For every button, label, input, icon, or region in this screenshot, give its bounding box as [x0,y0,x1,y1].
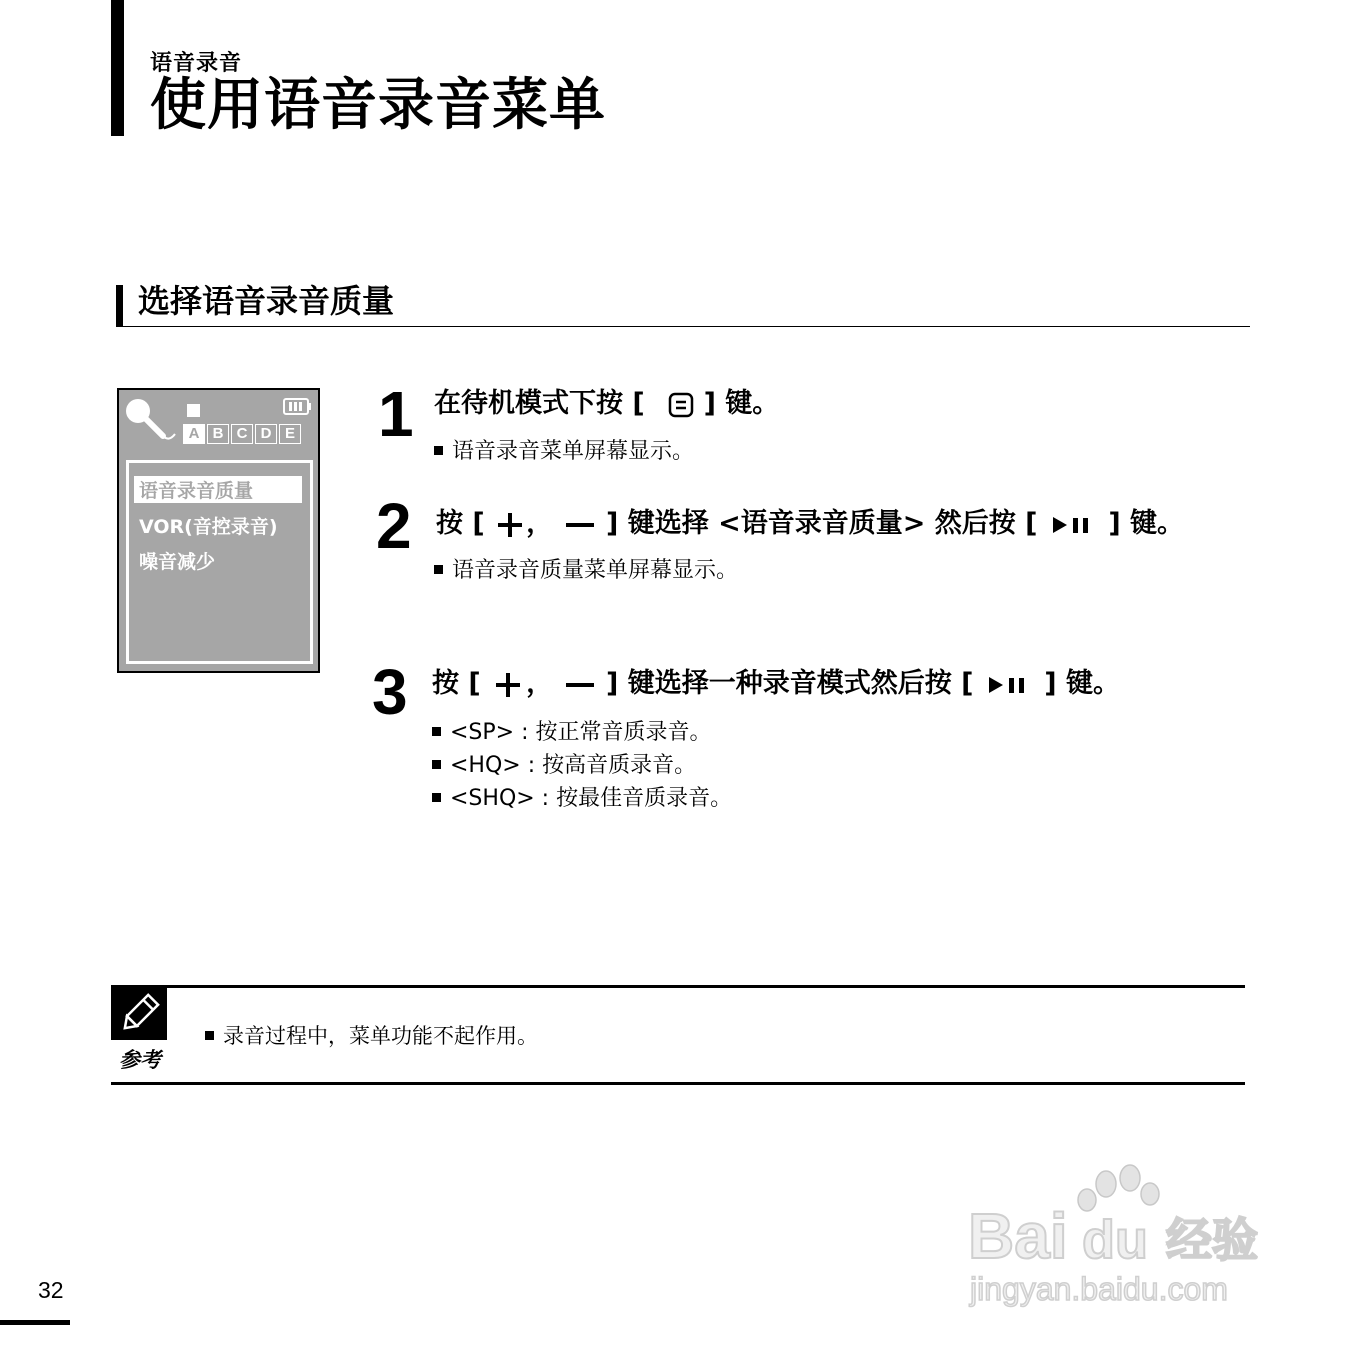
menu-item-recording-quality: 语音录音质量 [134,476,302,503]
bullet-text: <HQ> : 按高音质录音。 [450,753,697,778]
step-3-title-mid: ] 键选择一种录音模式然后按 [ [605,668,974,699]
subsection-title: 选择语音录音质量 [138,282,395,320]
play-pause-icon [983,670,1035,700]
step-3-title-end: ] 键。 [1044,668,1121,699]
note-label: 参考 [119,1048,161,1072]
svg-text:jingyan.baidu.com: jingyan.baidu.com [970,1271,1228,1307]
stop-icon [187,404,200,417]
bullet-text: 语音录音菜单屏幕显示。 [452,439,695,464]
step-2-title [436,506,1184,542]
svg-text:经验: 经验 [1166,1213,1258,1267]
note-text [205,1020,538,1050]
battery-icon [283,398,313,416]
step-2-title-mid: ] 键选择 <语音录音质量> 然后按 [ [605,508,1038,539]
step-3-number: 3 [372,656,408,728]
step-3-bullet-sp [432,716,712,749]
bullet-text: 语音录音质量菜单屏幕显示。 [452,558,739,583]
minus-icon [563,670,597,700]
note-top-rule [111,985,1245,988]
bullet-square-icon [432,727,441,736]
step-1-title-text: 在待机模式下按 [ [434,388,645,419]
step-3-title [432,666,1120,702]
bullet-square-icon [434,446,443,455]
separator: ， [526,668,554,699]
bank-selector [183,424,301,444]
bullet-text: <SHQ> : 按最佳音质录音。 [450,786,733,811]
bank-b: B [207,424,229,444]
menu-item-noise-reduction: 噪音减少 [139,551,216,573]
page-number: 32 [38,1277,64,1303]
device-screen [117,388,320,673]
step-3-bullet-shq [432,782,732,815]
section-label: 语音录音 [150,51,243,76]
separator: ， [526,508,554,539]
step-2-title-end: ] 键。 [1108,508,1185,539]
bullet-square-icon [432,793,441,802]
bullet-square-icon [205,1031,214,1040]
page-title: 使用语音录音菜单 [150,73,606,138]
step-1-bullet [434,435,694,468]
minus-icon [563,510,597,540]
play-pause-icon [1047,510,1099,540]
device-menu [126,460,313,664]
step-2-number: 2 [376,490,412,562]
bank-e: E [279,424,301,444]
menu-button-icon [654,390,694,420]
bank-a: A [183,424,205,444]
note-bottom-rule [111,1082,1245,1085]
plus-icon [494,510,526,540]
subsection-rule [116,326,1250,327]
step-3-bullet-hq [432,749,696,782]
microphone-icon [125,398,177,444]
plus-icon [490,670,526,700]
step-1-title [434,386,779,422]
svg-text:du: du [1082,1210,1148,1270]
subheading-accent-bar [116,285,123,327]
footer-rule [0,1320,70,1325]
bank-d: D [255,424,277,444]
step-2-title-text: 按 [ [436,508,485,539]
note-text-content: 录音过程中，菜单功能不起作用。 [223,1024,538,1048]
bullet-square-icon [434,565,443,574]
header-accent-bar [111,0,124,136]
menu-item-vor: VOR(音控录音) [139,516,278,538]
baidu-watermark-logo [960,1150,1280,1310]
svg-text:Bai: Bai [968,1200,1068,1272]
pencil-note-icon [111,988,167,1040]
step-1-number: 1 [378,378,414,450]
step-3-title-text: 按 [ [432,668,481,699]
bank-c: C [231,424,253,444]
bullet-text: <SP> : 按正常音质录音。 [450,720,712,745]
step-1-title-end: ] 键。 [703,388,780,419]
bullet-square-icon [432,760,441,769]
step-2-bullet [434,554,738,587]
